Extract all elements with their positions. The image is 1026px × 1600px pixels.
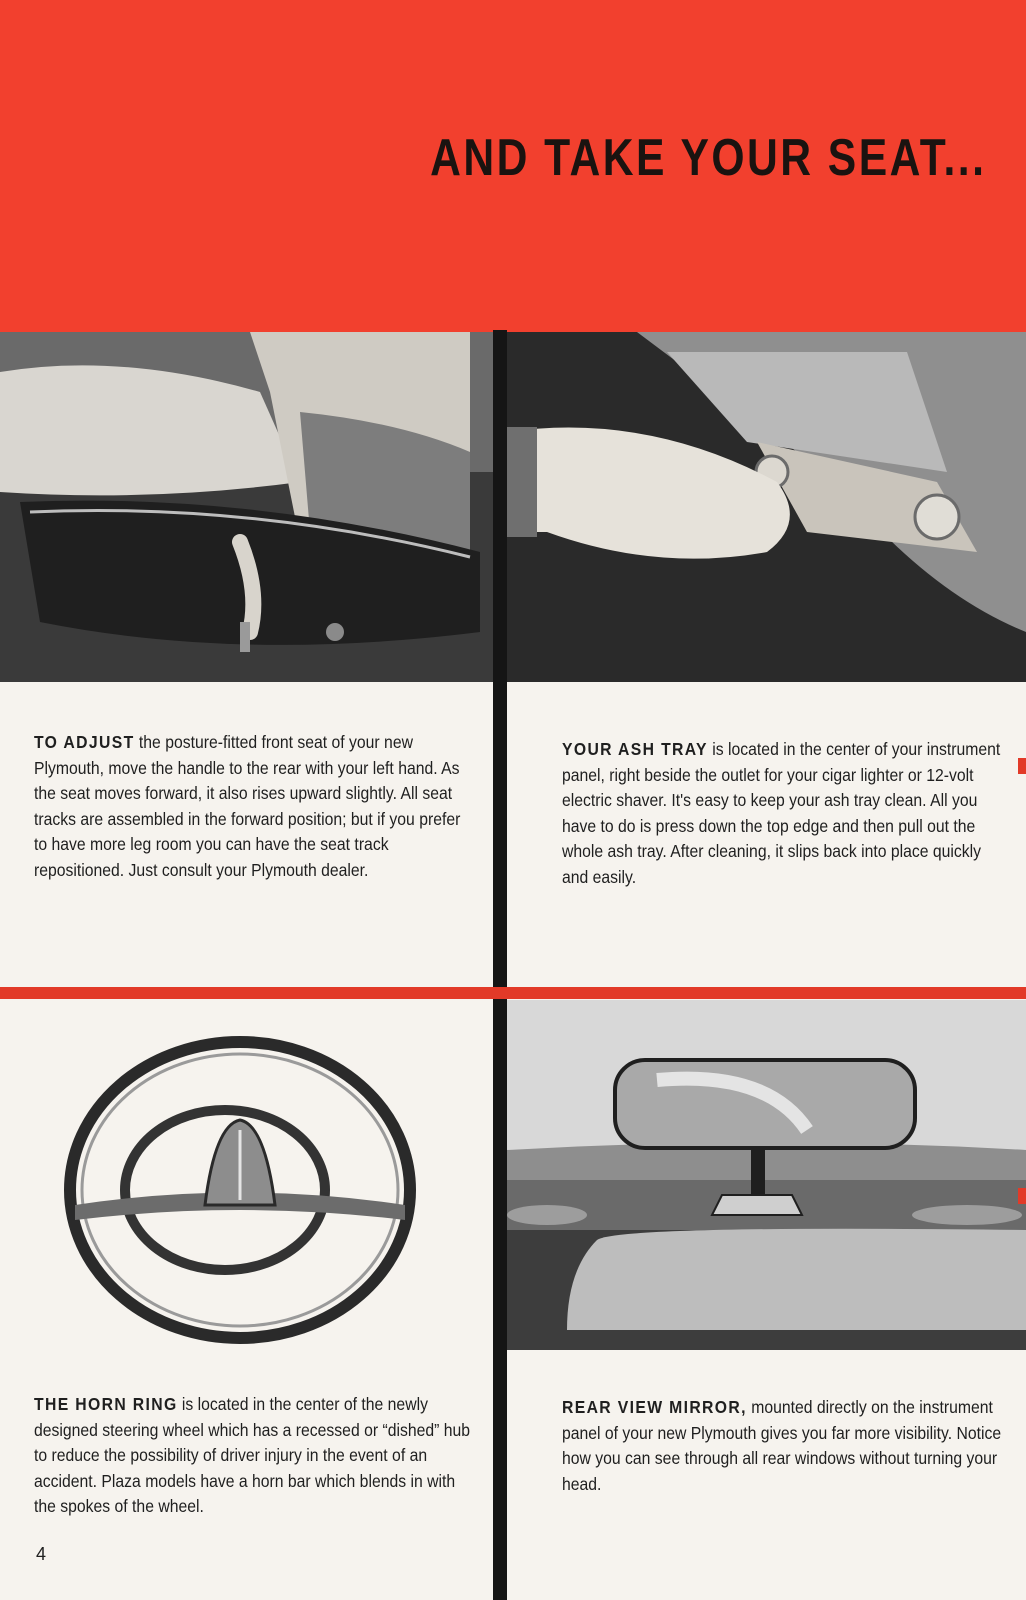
rear-view-mirror-lead: REAR VIEW MIRROR, (562, 1397, 747, 1417)
edge-tab-mark (1018, 1188, 1026, 1204)
ash-tray-body: is located in the center of your instrument panel, right beside the outlet for your cigar lighter or 12-volt electric shaver. It's easy to keep your ash tray clean. All you have to do is press down the top edge and then pull out the whole ash tray. After cleaning, it slips back into place quickly and easily. (562, 739, 1001, 887)
seat-adjust-text (34, 730, 475, 883)
steering-wheel-illustration (50, 1030, 430, 1350)
seat-adjust-lead: TO ADJUST (34, 732, 135, 752)
center-divider (493, 330, 507, 1600)
red-header-band (0, 0, 1026, 332)
seat-adjust-photo (0, 332, 493, 682)
horn-ring-body: is located in the center of the newly designed steering wheel which has a recessed or “dished” hub to reduce the possibility of driver injury in the event of an accident. Plaza models have a horn bar which blends in with the spokes of the wheel. (34, 1394, 471, 1516)
page-title: AND TAKE YOUR SEAT... (429, 129, 986, 187)
rear-view-mirror-text (562, 1395, 1003, 1497)
page-number: 4 (36, 1544, 47, 1564)
ash-tray-lead: YOUR ASH TRAY (562, 739, 708, 759)
horn-ring-lead: THE HORN RING (34, 1394, 178, 1414)
ash-tray-text (562, 737, 1003, 890)
rear-view-mirror-photo (507, 1000, 1026, 1350)
horn-ring-text (34, 1392, 475, 1520)
edge-tab-mark (1018, 758, 1026, 774)
seat-adjust-body: the posture-fitted front seat of your new Plymouth, move the handle to the rear with your left hand. As the seat moves forward, it also rises upward slightly. All seat tracks are assembled in the forward position; but if you prefer to have more leg room you can have the seat track repositioned. Just consult your Plymouth dealer. (34, 732, 461, 880)
red-divider-strip (0, 987, 1026, 999)
rear-view-mirror-body: mounted directly on the instrument panel of your new Plymouth gives you far more visibility. Notice how you can see through all rear windows without turning your head. (562, 1397, 1002, 1494)
ash-tray-photo (507, 332, 1026, 682)
